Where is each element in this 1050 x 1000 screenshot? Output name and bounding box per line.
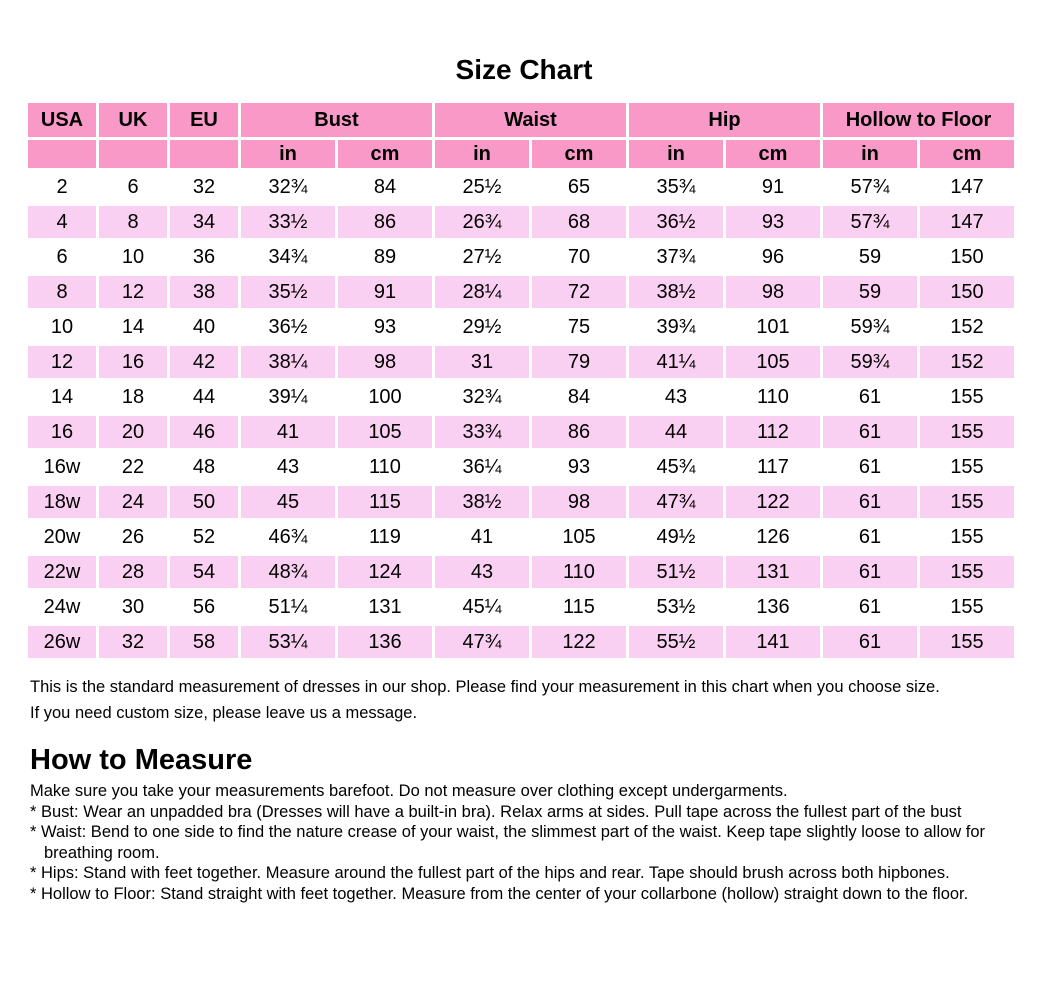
unit-header [170, 140, 238, 168]
table-cell: 36½ [241, 311, 335, 343]
table-cell: 98 [532, 486, 626, 518]
unit-header-row [28, 140, 1014, 168]
table-cell: 57¾ [823, 171, 917, 203]
table-row [28, 206, 1014, 238]
table-cell: 155 [920, 591, 1014, 623]
notes [30, 674, 1015, 726]
table-cell: 28 [99, 556, 167, 588]
table-cell: 38½ [629, 276, 723, 308]
table-cell: 61 [823, 591, 917, 623]
column-header: Hip [629, 103, 820, 137]
table-cell: 122 [726, 486, 820, 518]
table-cell: 28¼ [435, 276, 529, 308]
table-cell: 61 [823, 451, 917, 483]
table-cell: 110 [532, 556, 626, 588]
table-cell: 18 [99, 381, 167, 413]
table-row [28, 311, 1014, 343]
table-cell: 131 [338, 591, 432, 623]
table-cell: 47¾ [435, 626, 529, 658]
table-cell: 61 [823, 486, 917, 518]
table-cell: 26¾ [435, 206, 529, 238]
table-cell: 155 [920, 451, 1014, 483]
table-cell: 41¼ [629, 346, 723, 378]
table-cell: 59¾ [823, 311, 917, 343]
unit-header: cm [338, 140, 432, 168]
column-header: UK [99, 103, 167, 137]
table-cell: 84 [338, 171, 432, 203]
table-cell: 57¾ [823, 206, 917, 238]
column-header: Waist [435, 103, 626, 137]
table-cell: 51½ [629, 556, 723, 588]
table-cell: 115 [532, 591, 626, 623]
table-cell: 35½ [241, 276, 335, 308]
table-cell: 91 [726, 171, 820, 203]
table-cell: 22 [99, 451, 167, 483]
unit-header: in [823, 140, 917, 168]
table-cell: 6 [99, 171, 167, 203]
table-cell: 2 [28, 171, 96, 203]
table-cell: 24 [99, 486, 167, 518]
header-row [28, 103, 1014, 137]
table-cell: 72 [532, 276, 626, 308]
table-cell: 155 [920, 416, 1014, 448]
how-to-measure-heading: How to Measure [30, 744, 253, 776]
table-cell: 43 [435, 556, 529, 588]
table-cell: 117 [726, 451, 820, 483]
table-head [28, 103, 1014, 168]
table-cell: 27½ [435, 241, 529, 273]
table-cell: 32¾ [435, 381, 529, 413]
table-cell: 16 [28, 416, 96, 448]
table-cell: 110 [338, 451, 432, 483]
table-cell: 29½ [435, 311, 529, 343]
table-cell: 155 [920, 626, 1014, 658]
table-cell: 61 [823, 416, 917, 448]
table-cell: 32 [99, 626, 167, 658]
unit-header: in [435, 140, 529, 168]
table-cell: 152 [920, 311, 1014, 343]
table-cell: 75 [532, 311, 626, 343]
size-chart-table [25, 100, 1017, 661]
table-cell: 4 [28, 206, 96, 238]
table-cell: 150 [920, 241, 1014, 273]
table-cell: 36½ [629, 206, 723, 238]
table-cell: 33½ [241, 206, 335, 238]
table-cell: 115 [338, 486, 432, 518]
table-cell: 51¼ [241, 591, 335, 623]
how-to-measure-section [30, 781, 1015, 904]
measure-bullet-bust: * Bust: Wear an unpadded bra (Dresses will have a built-in bra). Relax arms at sides. Pull tape across the fullest part of the bust [30, 802, 962, 821]
table-cell: 39¾ [629, 311, 723, 343]
table-cell: 91 [338, 276, 432, 308]
table-cell: 20 [99, 416, 167, 448]
table-cell: 45 [241, 486, 335, 518]
table-cell: 10 [28, 311, 96, 343]
table-cell: 86 [532, 416, 626, 448]
table-cell: 152 [920, 346, 1014, 378]
page-title: Size Chart [455, 54, 593, 85]
table-cell: 48¾ [241, 556, 335, 588]
table-cell: 59 [823, 276, 917, 308]
table-cell: 155 [920, 486, 1014, 518]
column-header: Hollow to Floor [823, 103, 1014, 137]
table-cell: 34¾ [241, 241, 335, 273]
table-cell: 105 [338, 416, 432, 448]
table-cell: 45¾ [629, 451, 723, 483]
table-cell: 58 [170, 626, 238, 658]
table-cell: 155 [920, 556, 1014, 588]
table-cell: 105 [532, 521, 626, 553]
table-cell: 61 [823, 381, 917, 413]
table-cell: 155 [920, 521, 1014, 553]
table-cell: 35¾ [629, 171, 723, 203]
table-row [28, 276, 1014, 308]
table-cell: 14 [99, 311, 167, 343]
table-cell: 42 [170, 346, 238, 378]
table-cell: 47¾ [629, 486, 723, 518]
table-cell: 93 [726, 206, 820, 238]
table-cell: 40 [170, 311, 238, 343]
table-cell: 112 [726, 416, 820, 448]
table-cell: 32 [170, 171, 238, 203]
table-cell: 100 [338, 381, 432, 413]
table-cell: 79 [532, 346, 626, 378]
table-cell: 98 [726, 276, 820, 308]
table-cell: 48 [170, 451, 238, 483]
table-body [28, 171, 1014, 658]
table-cell: 30 [99, 591, 167, 623]
table-cell: 38 [170, 276, 238, 308]
table-row [28, 486, 1014, 518]
table-cell: 147 [920, 171, 1014, 203]
unit-header [28, 140, 96, 168]
table-cell: 98 [338, 346, 432, 378]
table-cell: 36¼ [435, 451, 529, 483]
table-cell: 25½ [435, 171, 529, 203]
unit-header: cm [532, 140, 626, 168]
table-cell: 26w [28, 626, 96, 658]
table-cell: 59¾ [823, 346, 917, 378]
table-cell: 86 [338, 206, 432, 238]
table-cell: 12 [28, 346, 96, 378]
unit-header: in [241, 140, 335, 168]
table-cell: 33¾ [435, 416, 529, 448]
table-cell: 31 [435, 346, 529, 378]
note-line: This is the standard measurement of dresses in our shop. Please find your measurement in this chart when you choose size. [30, 678, 940, 696]
table-cell: 55½ [629, 626, 723, 658]
measure-bullet-hips: * Hips: Stand with feet together. Measure around the fullest part of the hips and rear. Tape should brush across both hipbones. [30, 864, 950, 882]
table-row [28, 346, 1014, 378]
table-cell: 56 [170, 591, 238, 623]
table-cell: 49½ [629, 521, 723, 553]
table-cell: 26 [99, 521, 167, 553]
table-cell: 6 [28, 241, 96, 273]
table-row [28, 416, 1014, 448]
table-cell: 16 [99, 346, 167, 378]
table-cell: 8 [28, 276, 96, 308]
measure-intro: Make sure you take your measurements barefoot. Do not measure over clothing except undergarments. [30, 782, 788, 800]
table-row [28, 381, 1014, 413]
table-cell: 18w [28, 486, 96, 518]
table-cell: 53¼ [241, 626, 335, 658]
table-cell: 61 [823, 521, 917, 553]
table-cell: 59 [823, 241, 917, 273]
table-cell: 39¼ [241, 381, 335, 413]
table-cell: 101 [726, 311, 820, 343]
unit-header: in [629, 140, 723, 168]
table-cell: 22w [28, 556, 96, 588]
table-cell: 61 [823, 556, 917, 588]
unit-header: cm [920, 140, 1014, 168]
table-cell: 45¼ [435, 591, 529, 623]
table-row [28, 241, 1014, 273]
table-cell: 8 [99, 206, 167, 238]
table-cell: 136 [726, 591, 820, 623]
table-cell: 34 [170, 206, 238, 238]
table-cell: 124 [338, 556, 432, 588]
table-cell: 37¾ [629, 241, 723, 273]
table-cell: 20w [28, 521, 96, 553]
table-cell: 46 [170, 416, 238, 448]
table-cell: 44 [629, 416, 723, 448]
table-cell: 136 [338, 626, 432, 658]
table-cell: 119 [338, 521, 432, 553]
column-header: Bust [241, 103, 432, 137]
table-cell: 93 [532, 451, 626, 483]
table-row [28, 171, 1014, 203]
table-cell: 44 [170, 381, 238, 413]
table-cell: 52 [170, 521, 238, 553]
table-cell: 105 [726, 346, 820, 378]
table-cell: 41 [435, 521, 529, 553]
table-cell: 150 [920, 276, 1014, 308]
unit-header [99, 140, 167, 168]
table-cell: 122 [532, 626, 626, 658]
table-cell: 32¾ [241, 171, 335, 203]
table-cell: 110 [726, 381, 820, 413]
table-cell: 126 [726, 521, 820, 553]
table-row [28, 591, 1014, 623]
table-cell: 61 [823, 626, 917, 658]
table-row [28, 521, 1014, 553]
column-header: USA [28, 103, 96, 137]
table-row [28, 451, 1014, 483]
table-cell: 24w [28, 591, 96, 623]
table-cell: 93 [338, 311, 432, 343]
table-cell: 46¾ [241, 521, 335, 553]
table-cell: 53½ [629, 591, 723, 623]
table-cell: 68 [532, 206, 626, 238]
table-row [28, 556, 1014, 588]
table-cell: 70 [532, 241, 626, 273]
table-cell: 12 [99, 276, 167, 308]
table-cell: 131 [726, 556, 820, 588]
table-cell: 38½ [435, 486, 529, 518]
table-cell: 41 [241, 416, 335, 448]
table-cell: 43 [629, 381, 723, 413]
table-cell: 84 [532, 381, 626, 413]
table-cell: 38¼ [241, 346, 335, 378]
table-cell: 155 [920, 381, 1014, 413]
measure-bullet-hollow: * Hollow to Floor: Stand straight with feet together. Measure from the center of your collarbone (hollow) straight down to the floor. [30, 884, 969, 903]
column-header: EU [170, 103, 238, 137]
table-cell: 10 [99, 241, 167, 273]
table-cell: 14 [28, 381, 96, 413]
note-line: If you need custom size, please leave us a message. [30, 704, 418, 722]
table-cell: 16w [28, 451, 96, 483]
table-cell: 141 [726, 626, 820, 658]
table-cell: 96 [726, 241, 820, 273]
table-row [28, 626, 1014, 658]
unit-header: cm [726, 140, 820, 168]
measure-bullet-waist: * Waist: Bend to one side to find the nature crease of your waist, the slimmest part of the waist. Keep tape slightly loose to allow for breathing room. [30, 823, 986, 862]
table-cell: 147 [920, 206, 1014, 238]
table-cell: 36 [170, 241, 238, 273]
table-cell: 54 [170, 556, 238, 588]
table-cell: 43 [241, 451, 335, 483]
table-cell: 50 [170, 486, 238, 518]
table-cell: 65 [532, 171, 626, 203]
table-cell: 89 [338, 241, 432, 273]
